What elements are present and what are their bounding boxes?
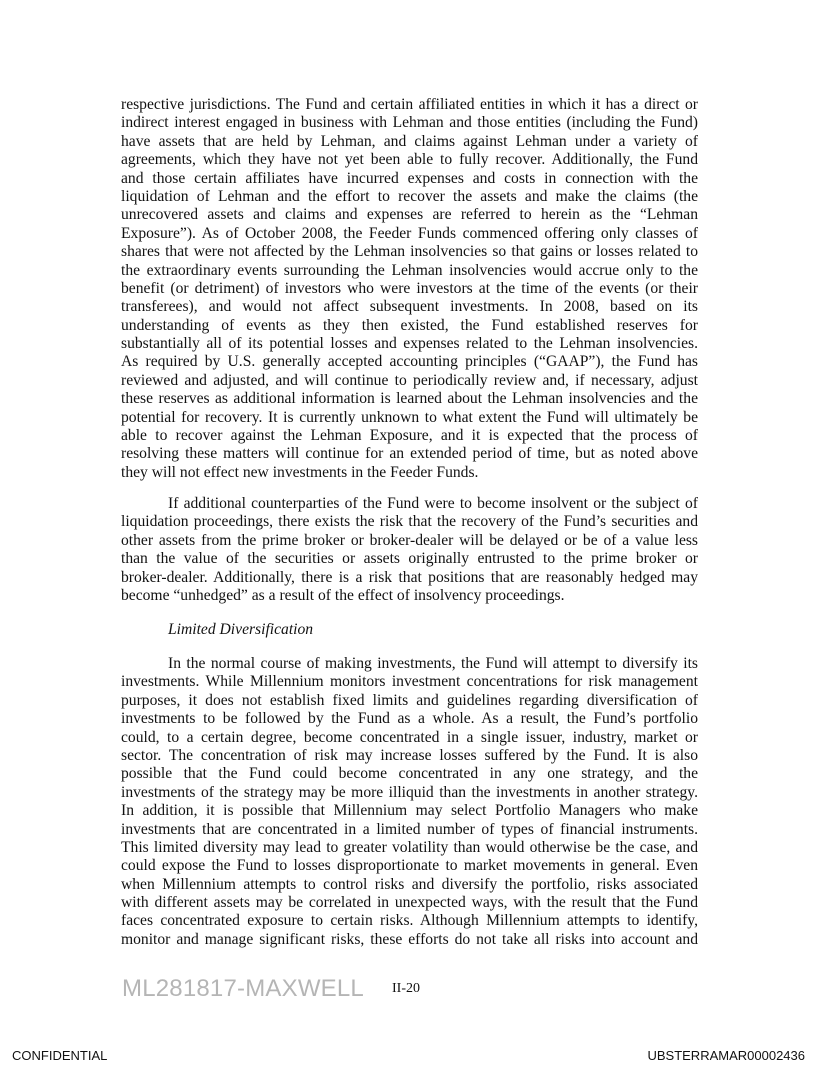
text-line: could expose the Fund to losses disproportionate to market movements in general. Even	[121, 857, 698, 875]
text-line: potential for recovery. It is currently unknown to what extent the Fund will ultimately be	[121, 408, 698, 426]
text-line: In the normal course of making investments, the Fund will attempt to diversify its	[168, 655, 698, 672]
text-line: when Millennium attempts to control risks and diversify the portfolio, risks associated	[121, 875, 698, 893]
text-line: agreements, which they have not yet been able to fully recover. Additionally, the Fund	[121, 151, 698, 169]
text-line: they will not effect new investments in the Feeder Funds.	[121, 463, 479, 481]
text-line: other assets from the prime broker or broker-dealer will be delayed or be of a value less	[121, 531, 698, 549]
document-id: UBSTERRAMAR00002436	[647, 1048, 805, 1063]
text-line: respective jurisdictions. The Fund and certain affiliated entities in which it has a direct or	[121, 96, 698, 113]
text-line: able to recover against the Lehman Exposure, and it is expected that the process of	[121, 427, 698, 445]
text-line: with different assets may be correlated in unexpected ways, with the result that the Fund	[121, 894, 698, 912]
text-line: In addition, it is possible that Millennium may select Portfolio Managers who make	[121, 802, 698, 820]
text-line: indirect interest engaged in business with Lehman and those entities (including the Fund)	[121, 114, 698, 132]
text-line: liquidation of Lehman and the effort to recover the assets and make the claims (the	[121, 187, 698, 205]
text-line: transferees), and would not affect subsequent investments. In 2008, based on its	[121, 298, 698, 316]
text-line: monitor and manage significant risks, these efforts do not take all risks into account and	[121, 930, 698, 948]
text-line: broker-dealer. Additionally, there is a risk that positions that are reasonably hedged may	[121, 568, 698, 586]
text-line: faces concentrated exposure to certain risks. Although Millennium attempts to identify,	[121, 912, 698, 930]
text-line: reviewed and adjusted, and will continue to periodically review and, if necessary, adjust	[121, 371, 698, 389]
text-line: substantially all of its potential losses and expenses related to the Lehman insolvencies.	[121, 335, 698, 353]
paragraph-counterparty-insolvency	[121, 495, 698, 605]
text-line: liquidation proceedings, there exists the risk that the recovery of the Fund’s securities and	[121, 513, 698, 531]
text-line: shares that were not affected by the Lehman insolvencies so that gains or losses related to	[121, 243, 698, 261]
text-line: investments that are concentrated in a limited number of types of financial instruments.	[121, 820, 698, 838]
text-line: As required by U.S. generally accepted accounting principles (“GAAP”), the Fund has	[121, 353, 698, 371]
text-line: have assets that are held by Lehman, and claims against Lehman under a variety of	[121, 132, 698, 150]
section-heading: Limited Diversification	[168, 621, 314, 638]
text-line: become “unhedged” as a result of the effect of insolvency proceedings.	[121, 586, 565, 604]
page-number: II-20	[392, 981, 420, 996]
text-line: resolving these matters will continue for an extended period of time, but as noted above	[121, 445, 698, 463]
bates-stamp: ML281817-MAXWELL	[122, 975, 364, 1002]
text-line: could, to a certain degree, become concentrated in a single issuer, industry, market or	[121, 728, 698, 746]
text-line: unrecovered assets and claims and expenses are referred to herein as the “Lehman	[121, 206, 698, 224]
text-line: than the value of the securities or assets originally entrusted to the prime broker or	[121, 550, 698, 568]
text-line: purposes, it does not establish fixed limits and guidelines regarding diversification of	[121, 691, 698, 709]
text-line: and those certain affiliates have incurred expenses and costs in connection with the	[121, 169, 698, 187]
text-line: This limited diversity may lead to greater volatility than would otherwise be the case, and	[121, 838, 698, 856]
text-line: possible that the Fund could become concentrated in any one strategy, and the	[121, 765, 698, 783]
text-line: If additional counterparties of the Fund were to become insolvent or the subject of	[168, 495, 698, 512]
text-line: investments to be followed by the Fund as a whole. As a result, the Fund’s portfolio	[121, 710, 698, 728]
text-line: sector. The concentration of risk may increase losses suffered by the Fund. It is also	[121, 746, 698, 764]
paragraph-lehman-exposure	[121, 96, 698, 482]
confidential-label: CONFIDENTIAL	[12, 1048, 108, 1063]
paragraph-limited-diversification	[121, 655, 698, 949]
text-line: these reserves as additional information is learned about the Lehman insolvencies and the	[121, 390, 698, 408]
text-line: benefit (or detriment) of investors who were investors at the time of the events (or their	[121, 279, 698, 297]
text-line: the extraordinary events surrounding the Lehman insolvencies would accrue only to the	[121, 261, 698, 279]
text-line: investments of the strategy may be more illiquid than the investments in another strategy.	[121, 783, 698, 801]
text-line: investments. While Millennium monitors investment concentrations for risk management	[121, 673, 698, 691]
text-line: Exposure”). As of October 2008, the Feeder Funds commenced offering only classes of	[121, 224, 698, 242]
text-line: understanding of events as they then existed, the Fund established reserves for	[121, 316, 698, 334]
